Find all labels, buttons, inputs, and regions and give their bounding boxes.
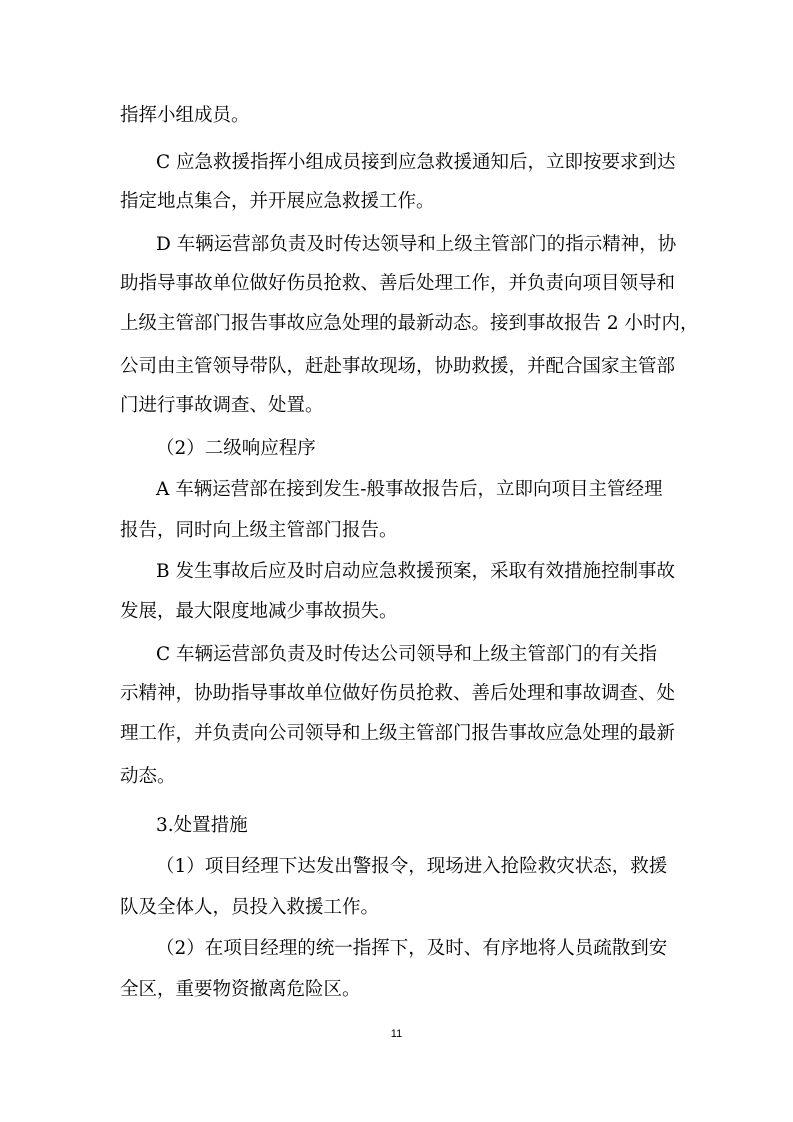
text-line: 示精神，协助指导事故单位做好伤员抢救、善后处理和事故调查、处 [120, 683, 676, 704]
text-line: C 车辆运营部负责及时传达公司领导和上级主管部门的有关指 [156, 644, 658, 665]
text-line: 上级主管部门报告事故应急处理的最新动态。接到事故报告 2 小时内， [120, 313, 699, 334]
text-line: 指定地点集合，并开展应急救援工作。 [120, 191, 435, 212]
text-line: （2）在项目经理的统一指挥下，及时、有序地将人员疏散到安 [156, 938, 668, 959]
section-heading: （2）二级响应程序 [156, 438, 316, 459]
text-line: 队及全体人，员投入救援工作。 [120, 897, 380, 918]
text-line: 公司由主管领导带队，赶赴事故现场，协助救援，并配合国家主管部 [120, 356, 676, 377]
text-line: 动态。 [120, 766, 176, 787]
text-line: 指挥小组成员。 [120, 105, 250, 126]
page-number: 11 [390, 1028, 403, 1040]
section-heading: 3.处置措施 [156, 815, 248, 836]
text-line: 门进行事故调查、处置。 [120, 395, 324, 416]
text-line: 报告，同时向上级主管部门报告。 [120, 520, 398, 541]
text-line: 全区，重要物资撤离危险区。 [120, 979, 361, 1000]
text-line: 发展，最大限度地减少事故损失。 [120, 601, 398, 622]
text-line: A 车辆运营部在接到发生-般事故报告后，立即向项目主管经理 [156, 479, 663, 500]
text-line: （1）项目经理下达发出警报令，现场进入抢险救灾状态，救援 [156, 856, 668, 877]
text-line: B 发生事故后应及时启动应急救援预案，采取有效措施控制事故 [156, 561, 675, 582]
text-line: 理工作，并负责向公司领导和上级主管部门报告事故应急处理的最新 [120, 723, 676, 744]
text-line: D 车辆运营部负责及时传达领导和上级主管部门的指示精神，协 [156, 234, 677, 255]
text-line: 助指导事故单位做好伤员抢救、善后处理工作，并负责向项目领导和 [120, 273, 676, 294]
text-line: C 应急救援指挥小组成员接到应急救援通知后，立即按要求到达 [156, 152, 676, 173]
